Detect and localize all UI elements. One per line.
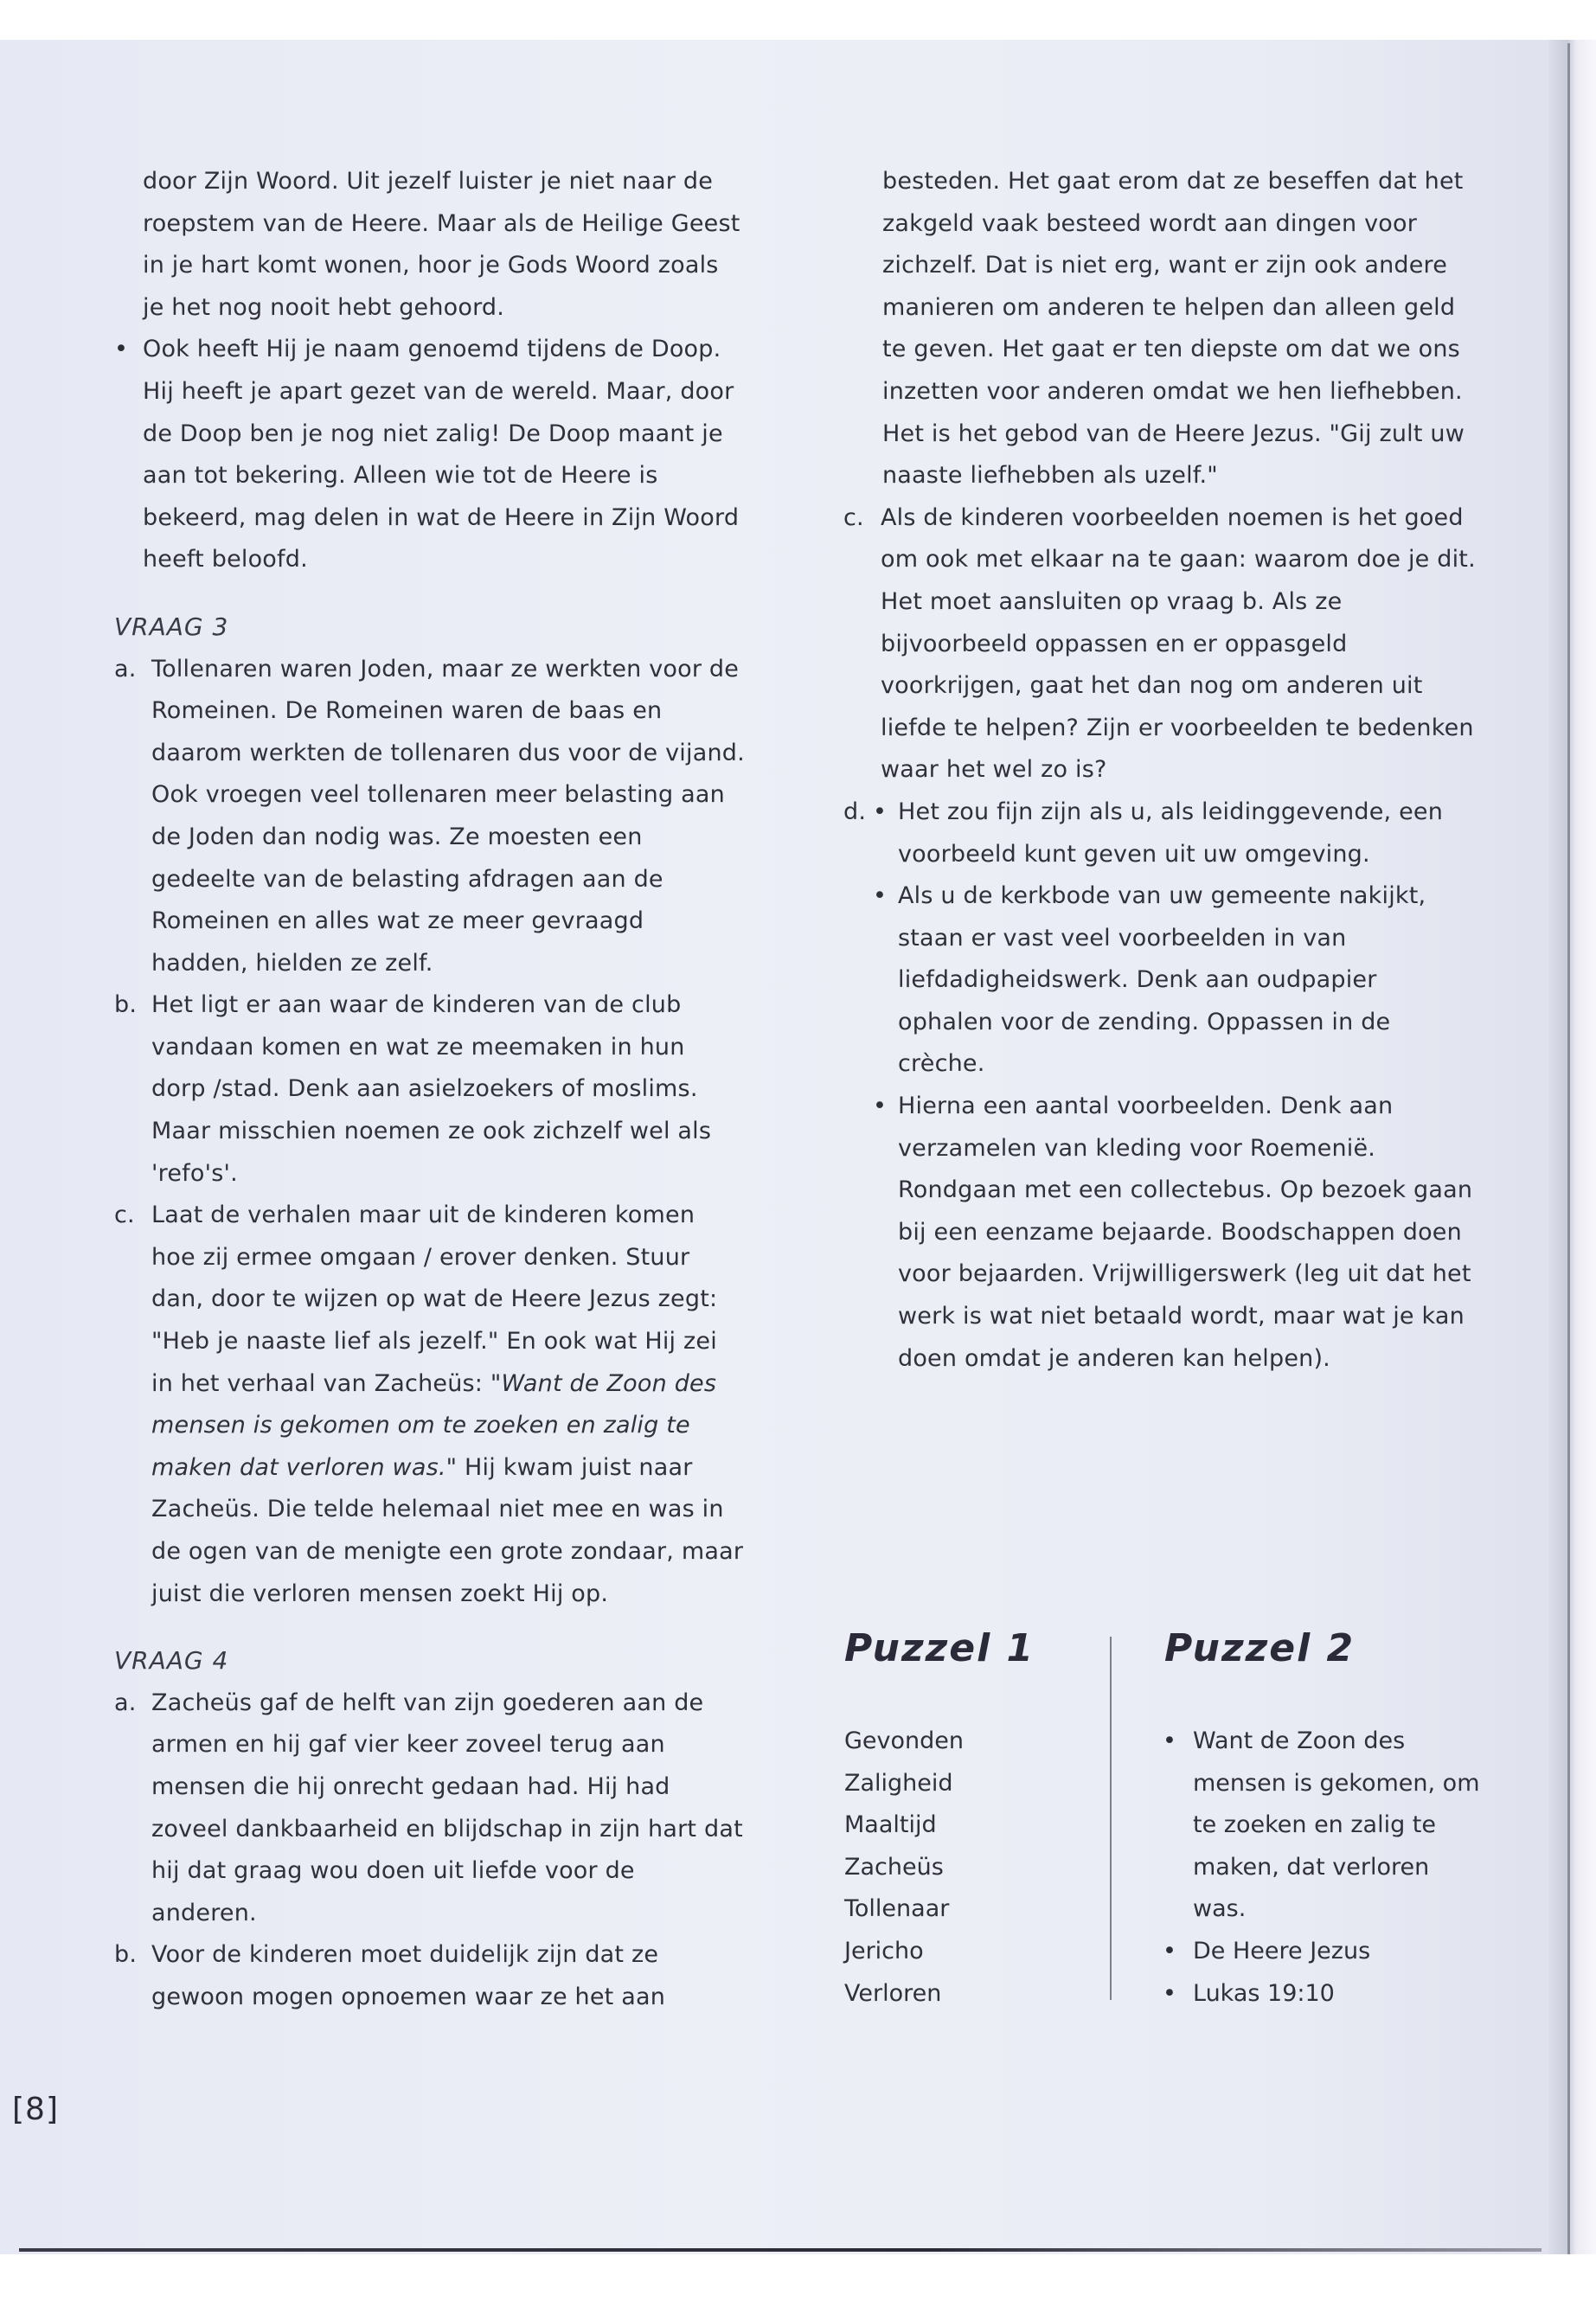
puzzle-answer: Jericho xyxy=(844,1937,924,1965)
puzzle-answer: Zaligheid xyxy=(844,1769,953,1797)
scan-top-margin xyxy=(0,0,1596,40)
page-number: [8] xyxy=(12,2092,59,2127)
puzzel-1-title: Puzzel 1 xyxy=(844,1626,1035,1670)
bible-quote: "Want de Zoon des mensen is gekomen om te zoeken en zalig te maken dat verloren was." xyxy=(151,1369,717,1481)
bullet-dot: • xyxy=(873,882,888,910)
bullet-text: Als u de kerkbode van uw gemeente nakijkt, staan er vast veel voorbeelden in van liefdadigheidswerk. Denk aan oudpapier ophalen voor de zending. Oppassen in de crèche. xyxy=(898,882,1426,1078)
list-marker: a. xyxy=(114,1689,137,1716)
left-column xyxy=(114,161,746,2019)
page-right-edge xyxy=(1548,40,1596,2301)
bullet-dot: • xyxy=(873,1093,888,1120)
binding-edge-line xyxy=(1567,43,1570,2258)
intro-continuation: door Zijn Woord. Uit jezelf luister je niet naar de roepstem van de Heere. Maar als de Heilige Geest in je hart komt wonen, hoor je Gods Woord zoals je het nog nooit hebt gehoord. xyxy=(143,168,740,321)
puzzle-answer: Tollenaar xyxy=(844,1895,950,1923)
list-marker: c. xyxy=(843,503,864,531)
puzzle-answer: • De Heere Jezus xyxy=(1163,1931,1483,1973)
vraag-4-b xyxy=(114,1934,746,2018)
bullet-text: Hierna een aantal voorbeelden. Denk aan verzamelen van kleding voor Roemenië. Rondgaan met een collectebus. Op bezoek gaan bij een eenzame bejaarde. Boodschappen doen voor bejaarden. Vrijwilligerswerk (leg uit dat het werk is wat niet betaald wordt, maar wat je kan doen omdat je anderen kan helpen). xyxy=(898,1093,1473,1372)
answer-text: Het ligt er aan waar de kinderen van de club vandaan komen en wat ze meemaken in hun dorp /stad. Denk aan asielzoekers of moslims. Maar misschien noemen ze ook zichzelf wel als 'refo's'. xyxy=(151,991,712,1187)
intro-bullet: • Ook heeft Hij je naam genoemd tijdens de Doop. Hij heeft je apart gezet van de wereld. Maar, door de Doop ben je nog niet zalig! De Doop maant je aan tot bekering. Alleen wie tot de Heere is bekeerd, mag delen in wat de Heere in Zijn Woord heeft beloofd. xyxy=(114,329,746,581)
puzzle-answer: • Lukas 19:10 xyxy=(1163,1973,1483,2016)
puzzle-answer: Gevonden xyxy=(844,1727,965,1754)
answer-text: Zacheüs gaf de helft van zijn goederen aan de armen en hij gaf vier keer zoveel terug aan mensen die hij onrecht gedaan had. Hij had zoveel dankbaarheid en blijdschap in zijn hart dat hij dat graag wou doen uit liefde voor de anderen. xyxy=(151,1689,743,1926)
puzzel-2-title: Puzzel 2 xyxy=(1164,1626,1356,1670)
vraag-4-heading: VRAAG 4 xyxy=(114,1646,229,1676)
bullet-text: Het zou fijn zijn als u, als leidinggevende, een voorbeeld kunt geven uit uw omgeving. xyxy=(898,798,1444,868)
puzzle-answer: Maaltijd xyxy=(844,1811,937,1839)
vraag-4-c xyxy=(843,497,1479,792)
vraag-3-b xyxy=(114,984,746,1195)
list-marker: b. xyxy=(114,991,138,1019)
puzzel-2-answers xyxy=(1163,1721,1483,2015)
vraag-3-a xyxy=(114,649,746,985)
right-column xyxy=(843,161,1479,1380)
answer-text: Tollenaren waren Joden, maar ze werkten voor de Romeinen. De Romeinen waren de baas en daarom werkten de tollenaren dus voor de vijand. Ook vroegen veel tollenaren meer belasting aan de Joden dan nodig was. Ze moesten een gedeelte van de belasting afdragen aan de Romeinen en alles wat ze meer gevraagd hadden, hielden ze zelf. xyxy=(151,655,745,977)
scan-bottom-margin xyxy=(0,2254,1596,2301)
bullet-dot: • xyxy=(873,798,888,825)
list-marker: c. xyxy=(114,1202,135,1229)
vraag-4-d-bullet-2 xyxy=(843,875,1479,1086)
list-marker: b. xyxy=(114,1941,138,1969)
puzzle-divider xyxy=(1110,1637,1112,2000)
vraag-3-heading: VRAAG 3 xyxy=(114,612,229,641)
answer-text: Laat de verhalen maar uit de kinderen komen hoe zij ermee omgaan / erover denken. Stuur dan, door te wijzen op wat de Heere Jezus zegt: "Heb je naaste lief als jezelf." En ook wat Hij zei in het verhaal van Zacheüs: xyxy=(151,1202,718,1397)
vraag-4-b-continuation: besteden. Het gaat erom dat ze beseffen dat het zakgeld vaak besteed wordt aan dingen voor zichzelf. Dat is niet erg, want er zijn ook andere manieren om anderen te helpen dan alleen geld te geven. Het gaat er ten diepste om dat we ons inzetten voor anderen omdat we hen liefhebben. Het is het gebod van de Heere Jezus. "Gij zult uw naaste liefhebben als uzelf." xyxy=(882,168,1465,490)
answer-text: Als de kinderen voorbeelden noemen is het goed om ook met elkaar na te gaan: waarom doe je dit. Het moet aansluiten op vraag b. Als ze bijvoorbeeld oppassen en er oppasgeld voorkrijgen, gaat het dan nog om anderen uit liefde te helpen? Zijn er voorbeelden te bedenken waar het wel zo is? xyxy=(881,503,1476,784)
list-marker: a. xyxy=(114,655,137,683)
puzzle-answer: Zacheüs xyxy=(844,1853,944,1881)
bottom-rule xyxy=(19,2248,1542,2252)
vraag-4-d-bullet-1 xyxy=(843,792,1479,875)
vraag-3-c xyxy=(114,1195,746,1615)
puzzle-answer: • Want de Zoon des mensen is gekomen, om te zoeken en zalig te maken, dat verloren was. xyxy=(1163,1721,1483,1931)
answer-text: Hij kwam juist naar Zacheüs. Die telde helemaal niet mee en was in de ogen van de menigte een grote zondaar, maar juist die verloren mensen zoekt Hij op. xyxy=(151,1453,744,1607)
puzzel-1-answers xyxy=(844,1721,1104,2015)
answer-text: Voor de kinderen moet duidelijk zijn dat ze gewoon mogen opnoemen waar ze het aan xyxy=(151,1941,666,2010)
list-marker: d. xyxy=(843,798,867,825)
vraag-4-d-bullet-3 xyxy=(843,1086,1479,1380)
puzzle-answer: Verloren xyxy=(844,1979,942,2007)
vraag-4-a xyxy=(114,1682,746,1935)
